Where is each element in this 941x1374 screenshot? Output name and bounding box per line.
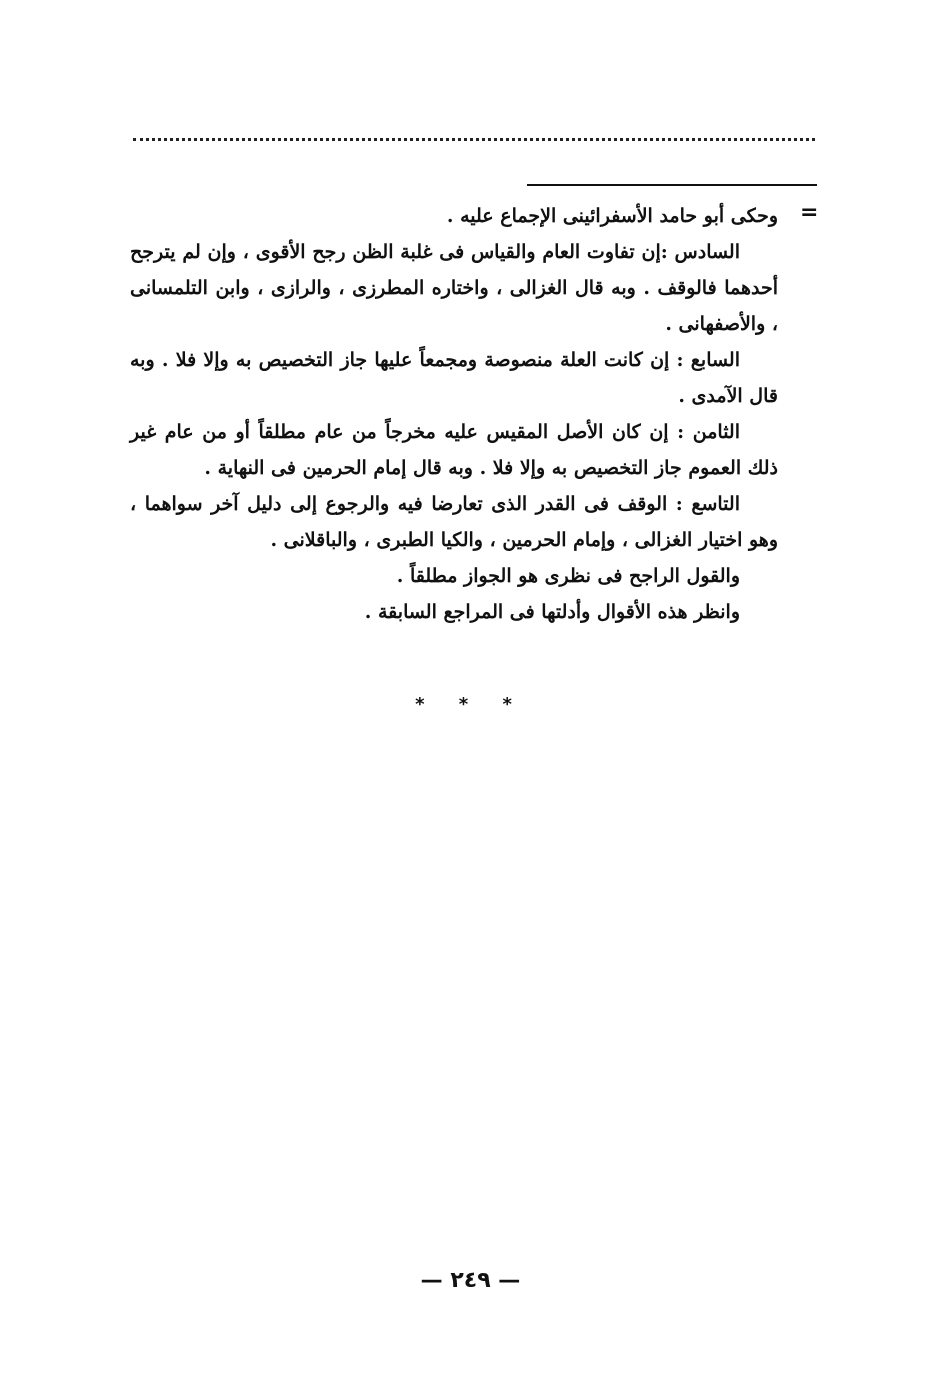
footnote-separator-rule	[527, 184, 817, 186]
footnote-paragraph: وحكى أبو حامد الأسفرائينى الإجماع عليه .	[446, 205, 778, 227]
footnote-paragraph: التاسع : الوقف فى القدر الذى تعارضا فيه والرجوع إلى دليل آخر سواهما ، وهو اختيار الغزالى ، وإمام الحرمين ، والكيا الطبرى ، والباقلانى .	[130, 493, 778, 551]
footnote-paragraph: وانظر هذه الأقوال وأدلتها فى المراجع السابقة .	[364, 601, 740, 623]
footnote-paragraph: الثامن : إن كان الأصل المقيس عليه مخرجاً من عام مطلقاً أو من عام غير ذلك العموم جاز التخصيص به وإلا فلا . وبه قال إمام الحرمين فى النهاية .	[130, 421, 778, 479]
header-dotted-rule	[133, 138, 815, 141]
footnote-paragraph: السابع : إن كانت العلة منصوصة ومجمعاً عليها جاز التخصيص به وإلا فلا . وبه قال الآمدى .	[130, 349, 778, 407]
footnote-paragraph: السادس :إن تفاوت العام والقياس فى غلبة الظن رجح الأقوى ، وإن لم يترجح أحدهما فالوقف . وبه قال الغزالى ، واختاره المطرزى ، والرازى ، وابن التلمسانى ، والأصفهانى .	[130, 241, 778, 335]
page-number: — ٢٤٩ —	[420, 1268, 521, 1293]
continuation-mark: =	[800, 200, 819, 225]
footnote-paragraph: والقول الراجح فى نظرى هو الجواز مطلقاً .	[396, 565, 740, 587]
section-divider-stars: * * *	[415, 694, 526, 715]
footnote-text	[130, 198, 778, 630]
